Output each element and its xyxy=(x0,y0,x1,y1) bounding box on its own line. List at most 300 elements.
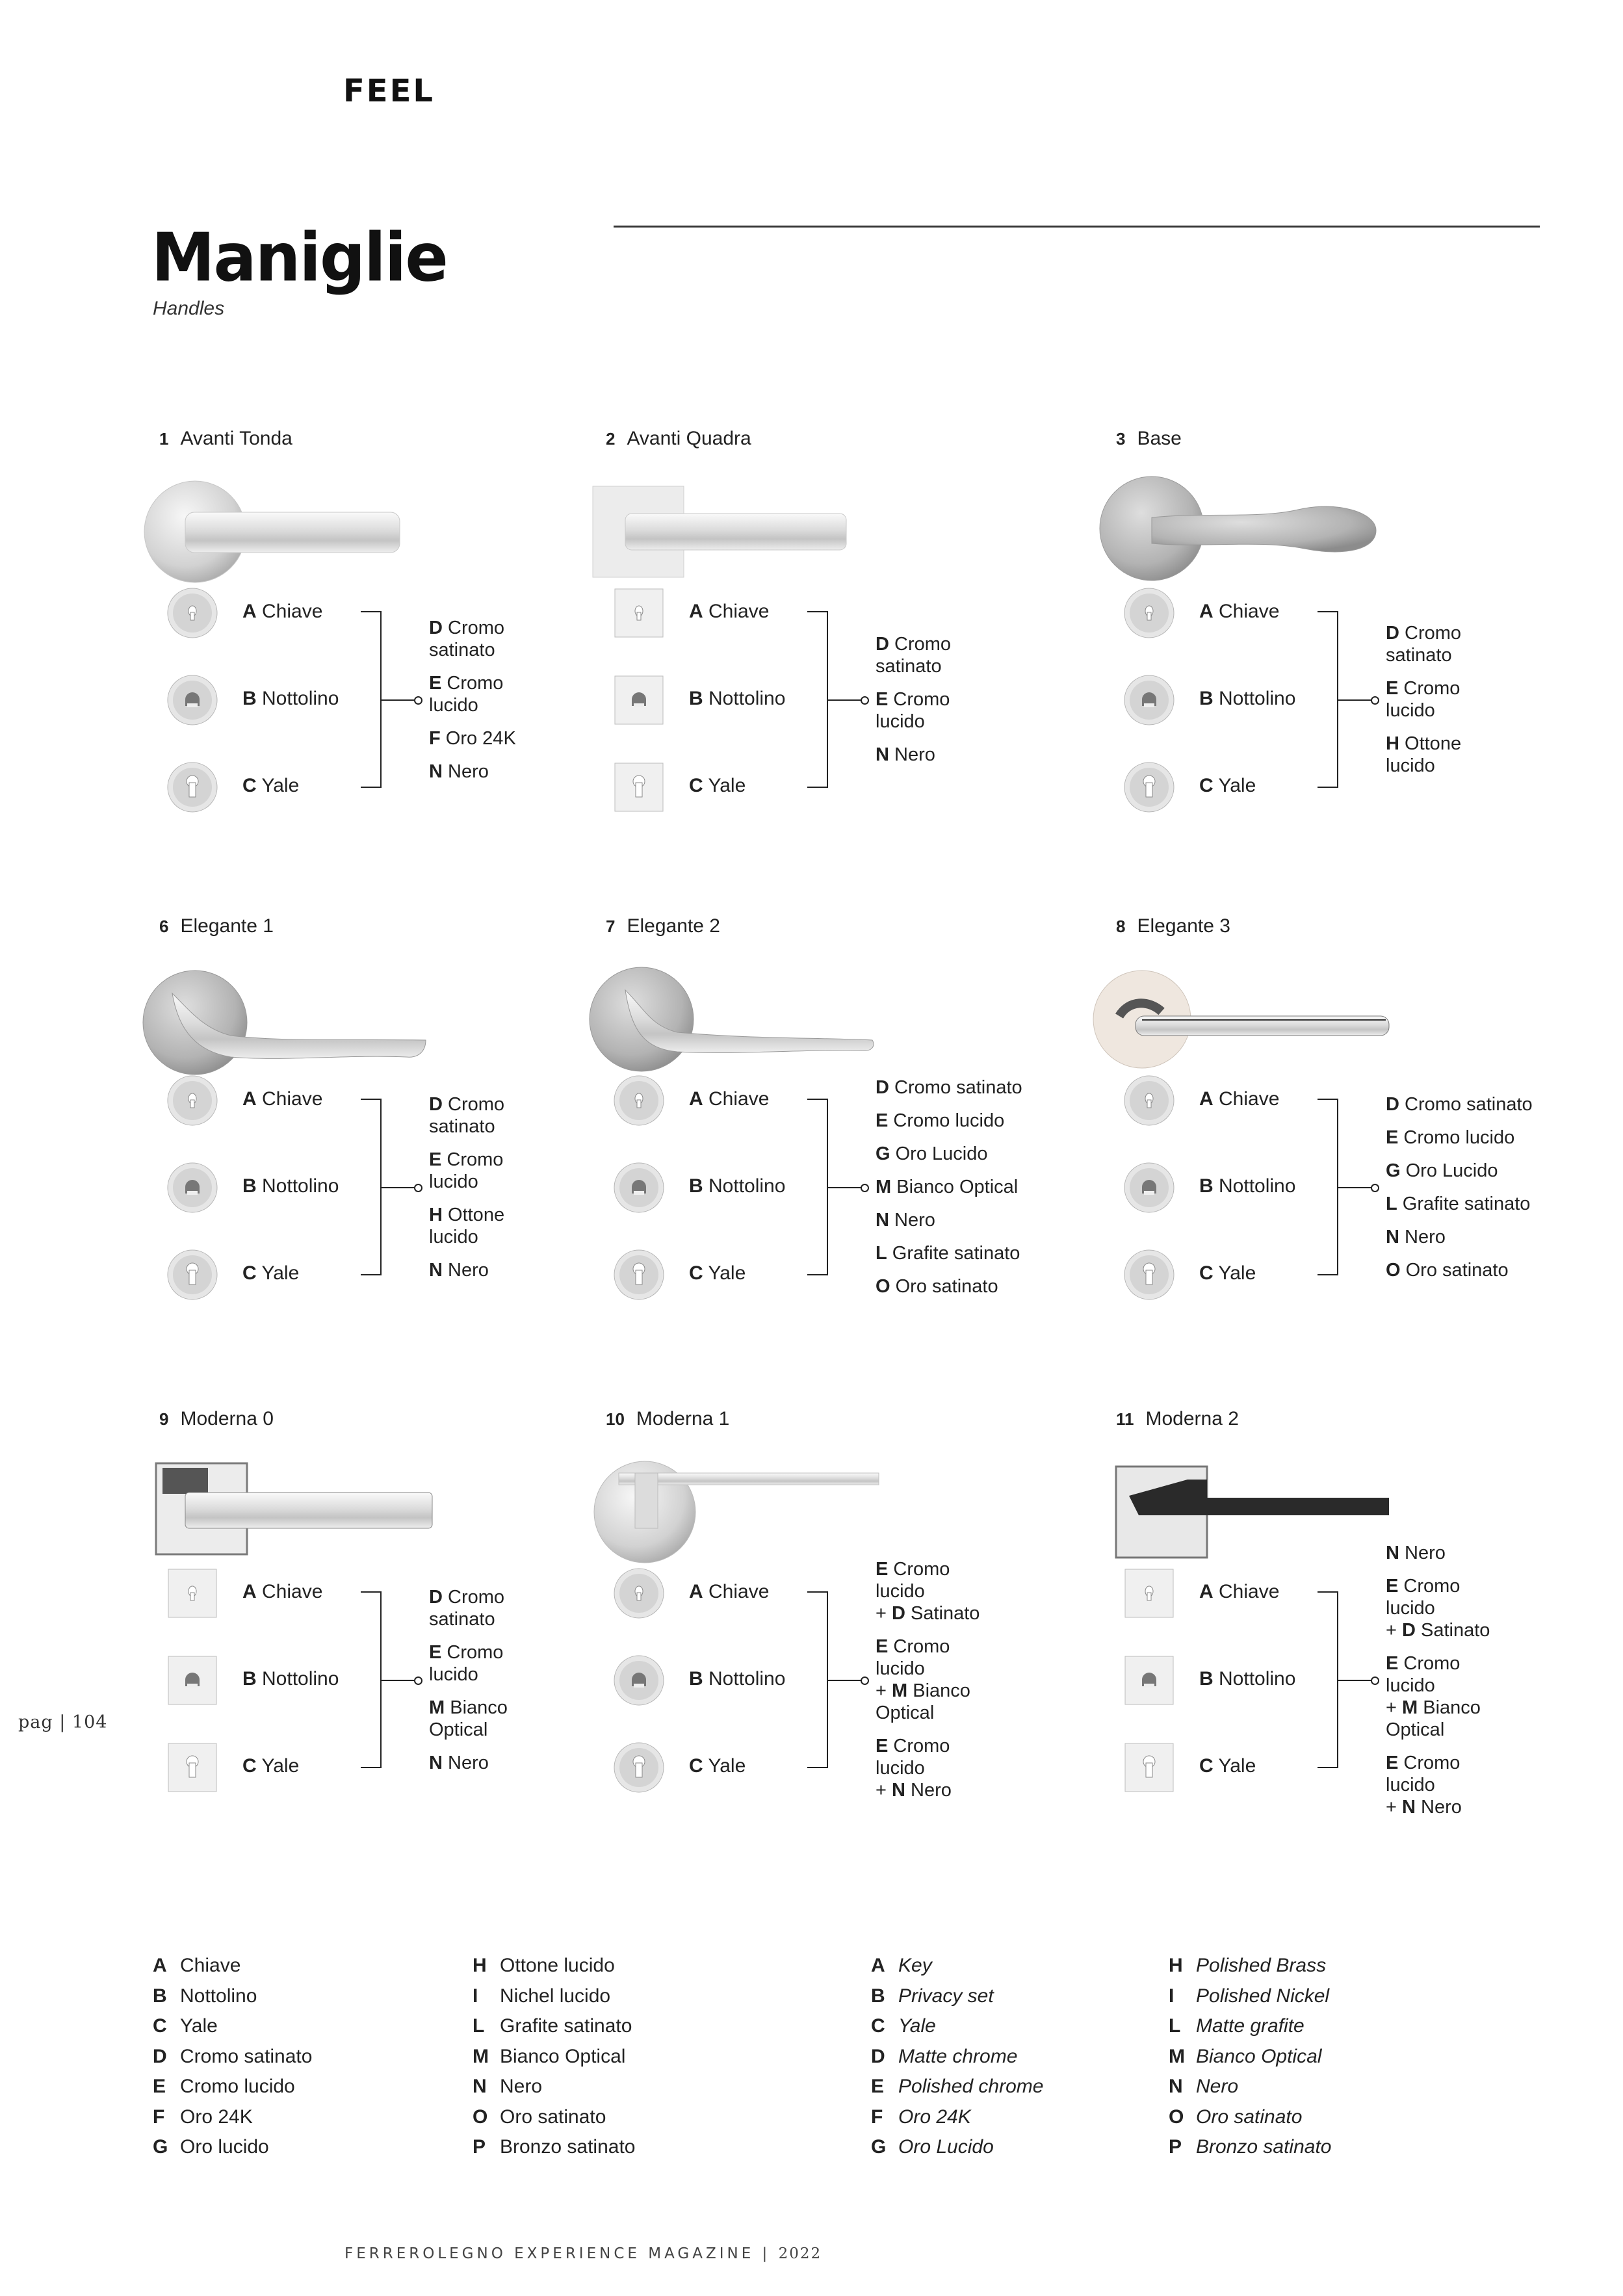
handle-image xyxy=(580,1447,892,1577)
variant-label xyxy=(1199,601,1279,623)
product-number: 6 xyxy=(159,917,169,936)
product-name: Moderna 2 xyxy=(1145,1408,1239,1429)
legend-row xyxy=(473,2042,635,2072)
legend-en-col-2 xyxy=(1169,1951,1331,2163)
finish-text: Bianco Optical xyxy=(896,1177,1019,1197)
rose-a-icon xyxy=(612,1567,666,1620)
legend-row xyxy=(871,1981,1043,2012)
finish-key: N xyxy=(429,761,443,782)
finish-item xyxy=(429,1093,504,1138)
legend-value: Grafite satinato xyxy=(500,2015,632,2037)
finish-text: Cromo lucido xyxy=(876,689,950,732)
finish-text: Oro Lucido xyxy=(895,1143,988,1164)
bracket-connector xyxy=(827,699,863,701)
variant-key: A xyxy=(242,601,257,622)
legend-row xyxy=(153,2042,312,2072)
product-title xyxy=(606,1408,729,1430)
legend-value: Polished chrome xyxy=(898,2076,1044,2097)
variant-text: Nottolino xyxy=(262,1668,339,1689)
product-number: 11 xyxy=(1116,1409,1134,1429)
bracket-connector xyxy=(380,699,416,701)
finish-item xyxy=(876,744,951,766)
product-name: Elegante 1 xyxy=(180,915,274,937)
legend-key: N xyxy=(473,2076,487,2097)
variant-text: Nottolino xyxy=(1219,1668,1296,1689)
finish-key: F xyxy=(429,727,441,749)
handle-image xyxy=(133,954,445,1084)
legend-key: I xyxy=(1169,1985,1175,2007)
bracket-connector xyxy=(827,1187,863,1188)
variant-text: Nottolino xyxy=(262,1175,339,1197)
finish-key: E xyxy=(876,1110,889,1131)
finish-item xyxy=(1386,1160,1533,1182)
variant-label xyxy=(242,1175,339,1197)
legend-key: E xyxy=(871,2076,885,2097)
finish-item xyxy=(429,617,516,661)
legend-key: C xyxy=(871,2015,885,2037)
product-name: Base xyxy=(1137,428,1182,449)
rose-c-icon xyxy=(166,1741,219,1794)
finish-item xyxy=(876,1275,1022,1298)
product-title xyxy=(1116,915,1230,937)
finish-text: Cromo lucido xyxy=(429,672,504,716)
legend-value: Nichel lucido xyxy=(500,1985,611,2007)
variant-bracket xyxy=(807,1591,828,1768)
legend-it-col-1 xyxy=(153,1951,312,2163)
rose-b-icon xyxy=(166,673,219,727)
finish-text: Cromo satinato xyxy=(894,1077,1022,1098)
legend-value: Privacy set xyxy=(898,1985,994,2007)
variant-label xyxy=(242,1088,322,1110)
product-title xyxy=(159,915,274,937)
finish-key: N xyxy=(429,1259,443,1281)
legend-value: Matte grafite xyxy=(1196,2015,1305,2037)
legend-row xyxy=(1169,1951,1331,1981)
product-title xyxy=(159,428,292,450)
rose-a-icon xyxy=(1123,1074,1176,1127)
product-name: Elegante 2 xyxy=(627,915,720,937)
finish-text: Oro Lucido xyxy=(1405,1160,1498,1181)
legend-row xyxy=(1169,2042,1331,2072)
rose-a-icon xyxy=(612,586,666,640)
legend-row xyxy=(871,2132,1043,2163)
variant-key: C xyxy=(242,1262,257,1284)
legend-row xyxy=(473,2132,635,2163)
legend-value: Polished Brass xyxy=(1196,1955,1327,1976)
finish-item xyxy=(876,1242,1022,1264)
variant-bracket xyxy=(361,611,382,788)
legend-row xyxy=(1169,2011,1331,2042)
variant-key: B xyxy=(689,1175,703,1197)
finish-item xyxy=(876,1176,1022,1198)
finish-text: Cromo satinato xyxy=(1405,1093,1533,1115)
finish-item xyxy=(1386,1226,1533,1248)
finish-item xyxy=(429,1259,504,1281)
finish-item xyxy=(429,761,516,783)
legend-row xyxy=(153,1981,312,2012)
product-name: Moderna 1 xyxy=(636,1408,730,1429)
legend-key: D xyxy=(871,2045,885,2067)
finish-item xyxy=(1386,622,1461,666)
variant-key: C xyxy=(1199,1262,1214,1284)
legend-row xyxy=(153,1951,312,1981)
legend-key: L xyxy=(1169,2015,1181,2037)
variant-key: B xyxy=(1199,688,1214,709)
finish-key: N xyxy=(876,744,889,765)
finish-item xyxy=(429,1697,508,1741)
legend-key: D xyxy=(153,2045,167,2067)
handle-image xyxy=(133,467,445,597)
bracket-dot xyxy=(861,696,869,705)
legend-value: Ottone lucido xyxy=(500,1955,615,1976)
bracket-dot xyxy=(414,1184,422,1192)
variant-label xyxy=(1199,1262,1256,1285)
bracket-dot xyxy=(414,696,422,705)
finish-item: N Nero xyxy=(1386,1542,1446,1563)
product-11 xyxy=(1116,1408,1571,1824)
variant-key: A xyxy=(242,1088,257,1110)
rose-a-icon xyxy=(166,1074,219,1127)
variant-key: C xyxy=(1199,775,1214,796)
variant-bracket xyxy=(1318,1099,1338,1275)
legend-key: A xyxy=(871,1955,885,1976)
variant-label xyxy=(1199,1755,1256,1777)
variant-label xyxy=(242,601,322,623)
legend-row xyxy=(473,2011,635,2042)
variant-text: Yale xyxy=(1218,1262,1256,1284)
legend-value: Yale xyxy=(898,2015,936,2037)
variant-label xyxy=(1199,775,1256,797)
finish-list xyxy=(876,1558,980,1812)
finish-item: E Cromo lucido + D Satinato xyxy=(876,1559,980,1624)
handle-image xyxy=(1090,467,1402,597)
legend-value: Oro 24K xyxy=(898,2106,971,2128)
legend-value: Oro Lucido xyxy=(898,2136,994,2158)
variant-text: Nottolino xyxy=(262,688,339,709)
variant-bracket xyxy=(361,1591,382,1768)
variant-key: A xyxy=(689,1088,703,1110)
variant-label xyxy=(242,688,339,710)
variant-text: Nottolino xyxy=(708,688,786,709)
product-title xyxy=(1116,1408,1239,1430)
product-number: 1 xyxy=(159,429,169,449)
variant-key: C xyxy=(689,1262,703,1284)
bracket-connector xyxy=(1337,1187,1373,1188)
finish-key: E xyxy=(429,672,442,694)
rose-b-icon xyxy=(1123,1654,1176,1707)
finish-item xyxy=(429,1586,508,1630)
product-number: 9 xyxy=(159,1409,169,1429)
rose-c-icon xyxy=(1123,1741,1176,1794)
product-number: 7 xyxy=(606,917,616,936)
finish-item xyxy=(876,1110,1022,1132)
finish-key: D xyxy=(429,1586,443,1608)
legend-row xyxy=(153,2072,312,2102)
legend-value: Nero xyxy=(500,2076,543,2097)
variant-text: Yale xyxy=(708,1262,746,1284)
variant-key: A xyxy=(689,1581,703,1602)
variant-key: B xyxy=(242,688,257,709)
product-number: 8 xyxy=(1116,917,1126,936)
variant-label xyxy=(242,775,299,797)
finish-text: Cromo lucido xyxy=(429,1149,504,1192)
finish-key: E xyxy=(1386,1127,1399,1148)
finish-key: D xyxy=(876,1077,889,1098)
legend-row xyxy=(1169,1981,1331,2012)
variant-label xyxy=(1199,688,1295,710)
finish-list xyxy=(1386,1542,1490,1829)
variant-key: B xyxy=(1199,1175,1214,1197)
variant-label xyxy=(689,1088,769,1110)
variant-bracket xyxy=(807,1099,828,1275)
legend-key: P xyxy=(473,2136,486,2158)
finish-text: Cromo satinato xyxy=(876,634,952,677)
legend-value: Nottolino xyxy=(180,1985,257,2007)
variant-label xyxy=(242,1581,322,1603)
legend-key: B xyxy=(153,1985,167,2007)
bracket-connector xyxy=(380,1187,416,1188)
product-number: 10 xyxy=(606,1409,625,1429)
product-9 xyxy=(159,1408,614,1824)
variant-text: Chiave xyxy=(262,1581,323,1602)
legend-en-col-1 xyxy=(871,1951,1043,2163)
legend-key: P xyxy=(1169,2136,1182,2158)
variant-text: Yale xyxy=(261,1755,300,1777)
variant-bracket xyxy=(361,1099,382,1275)
finish-key: O xyxy=(876,1276,890,1297)
variant-text: Chiave xyxy=(262,601,323,622)
product-name: Avanti Quadra xyxy=(627,428,751,449)
bracket-dot xyxy=(414,1676,422,1685)
rose-a-icon xyxy=(612,1074,666,1127)
footer-text: FERREROLEGNO EXPERIENCE MAGAZINE xyxy=(344,2245,755,2262)
finish-item xyxy=(429,1149,504,1193)
variant-key: A xyxy=(1199,1581,1214,1602)
variant-label xyxy=(689,775,746,797)
legend-key: M xyxy=(1169,2045,1185,2067)
legend-row xyxy=(871,2042,1043,2072)
variant-key: A xyxy=(689,601,703,622)
variant-label xyxy=(1199,1088,1279,1110)
variant-label xyxy=(689,1581,769,1603)
variant-text: Chiave xyxy=(262,1088,323,1110)
bracket-connector xyxy=(380,1680,416,1681)
variant-text: Yale xyxy=(261,1262,300,1284)
finish-text: Grafite satinato xyxy=(892,1243,1020,1264)
finish-key: L xyxy=(876,1243,887,1264)
variant-label xyxy=(689,1668,785,1690)
product-8 xyxy=(1116,915,1571,1331)
finish-key: N xyxy=(1386,1226,1399,1247)
variant-key: C xyxy=(242,1755,257,1777)
finish-item xyxy=(429,1641,508,1686)
rose-c-icon xyxy=(612,1248,666,1301)
finish-text: Ottone lucido xyxy=(429,1204,505,1247)
variant-key: B xyxy=(1199,1668,1214,1689)
finish-item xyxy=(876,1143,1022,1165)
variant-key: A xyxy=(1199,601,1214,622)
finish-key: D xyxy=(1386,623,1399,644)
variant-key: A xyxy=(242,1581,257,1602)
variant-text: Chiave xyxy=(1219,1088,1280,1110)
legend-value: Oro 24K xyxy=(180,2106,253,2128)
variant-label xyxy=(1199,1581,1279,1603)
legend-key: G xyxy=(871,2136,887,2158)
finish-text: Ottone lucido xyxy=(1386,733,1462,776)
legend-key: B xyxy=(871,1985,885,2007)
legend-key: I xyxy=(473,1985,478,2007)
handle-image xyxy=(1090,954,1402,1084)
legend-value: Bianco Optical xyxy=(500,2045,626,2067)
variant-label xyxy=(242,1668,339,1690)
legend-key: N xyxy=(1169,2076,1183,2097)
finish-item xyxy=(1386,677,1461,722)
legend-row xyxy=(1169,2102,1331,2133)
rose-b-icon xyxy=(612,1654,666,1707)
header-rule xyxy=(614,226,1540,228)
product-title xyxy=(1116,428,1182,450)
legend-row xyxy=(1169,2132,1331,2163)
variant-label xyxy=(1199,1668,1295,1690)
product-title xyxy=(159,1408,274,1430)
finish-item xyxy=(876,688,951,733)
variant-label xyxy=(689,688,785,710)
product-number: 2 xyxy=(606,429,616,449)
page-title: Maniglie xyxy=(151,219,447,297)
handle-image xyxy=(580,954,892,1084)
finish-text: Oro 24K xyxy=(445,727,516,749)
legend-value: Nero xyxy=(1196,2076,1239,2097)
legend-row xyxy=(871,2102,1043,2133)
finish-item xyxy=(429,672,516,716)
footer: FERREROLEGNO EXPERIENCE MAGAZINE | 2022 xyxy=(344,2245,822,2262)
product-number: 3 xyxy=(1116,429,1126,449)
variant-text: Nottolino xyxy=(1219,688,1296,709)
finish-key: H xyxy=(1386,733,1399,754)
rose-a-icon xyxy=(1123,1567,1176,1620)
page-subtitle: Handles xyxy=(153,298,225,319)
page-number: pag | 104 xyxy=(18,1712,108,1732)
legend-value: Bronzo satinato xyxy=(1196,2136,1332,2158)
rose-a-icon xyxy=(1123,586,1176,640)
finish-key: D xyxy=(876,634,889,655)
variant-text: Chiave xyxy=(708,601,770,622)
finish-text: Nero xyxy=(448,761,489,782)
finish-text: Nero xyxy=(894,744,935,765)
finish-list xyxy=(1386,622,1461,788)
variant-bracket xyxy=(1318,1591,1338,1768)
legend-row xyxy=(473,2072,635,2102)
rose-b-icon xyxy=(1123,673,1176,727)
legend-value: Matte chrome xyxy=(898,2045,1018,2067)
legend-value: Bronzo satinato xyxy=(500,2136,636,2158)
legend-row xyxy=(153,2102,312,2133)
rose-a-icon xyxy=(166,1567,219,1620)
variant-bracket xyxy=(807,611,828,788)
finish-text: Cromo lucido xyxy=(893,1110,1005,1131)
rose-b-icon xyxy=(612,1161,666,1214)
finish-key: N xyxy=(429,1752,443,1773)
legend-value: Chiave xyxy=(180,1955,241,1976)
finish-key: D xyxy=(429,617,443,638)
finish-key: D xyxy=(1386,1093,1399,1115)
legend-key: E xyxy=(153,2076,166,2097)
finish-text: Cromo satinato xyxy=(429,1586,505,1630)
variant-text: Nottolino xyxy=(708,1175,786,1197)
legend-row xyxy=(473,2102,635,2133)
variant-key: C xyxy=(242,775,257,796)
handle-image xyxy=(133,1447,445,1577)
product-6 xyxy=(159,915,614,1331)
variant-text: Yale xyxy=(708,775,746,796)
finish-key: L xyxy=(1386,1193,1397,1214)
rose-c-icon xyxy=(1123,1248,1176,1301)
finish-text: Cromo satinato xyxy=(429,617,505,660)
bracket-dot xyxy=(861,1184,869,1192)
finish-list xyxy=(429,617,516,794)
product-2 xyxy=(606,428,1061,844)
variant-key: C xyxy=(689,1755,703,1777)
bracket-connector xyxy=(827,1680,863,1681)
finish-item xyxy=(1386,1193,1533,1215)
finish-key: G xyxy=(1386,1160,1401,1181)
legend-value: Oro satinato xyxy=(500,2106,606,2128)
finish-text: Cromo satinato xyxy=(1386,623,1462,666)
legend-key: H xyxy=(1169,1955,1183,1976)
finish-text: Cromo lucido xyxy=(429,1641,504,1685)
legend-value: Oro lucido xyxy=(180,2136,269,2158)
variant-label xyxy=(689,1175,785,1197)
finish-key: E xyxy=(429,1641,442,1663)
variant-key: B xyxy=(242,1668,257,1689)
finish-text: Cromo satinato xyxy=(429,1093,505,1137)
finish-list xyxy=(1386,1093,1533,1292)
finish-text: Nero xyxy=(894,1210,935,1231)
finish-item: E Cromo lucido + M Bianco Optical xyxy=(1386,1652,1481,1740)
finish-key: M xyxy=(876,1177,892,1197)
legend-row xyxy=(1169,2072,1331,2102)
legend-key: A xyxy=(153,1955,167,1976)
finish-text: Cromo lucido xyxy=(1403,1127,1515,1148)
variant-label xyxy=(242,1755,299,1777)
finish-list xyxy=(429,1586,508,1785)
legend-row xyxy=(871,2072,1043,2102)
bracket-connector xyxy=(1337,1680,1373,1681)
product-name: Moderna 0 xyxy=(180,1408,274,1429)
finish-list xyxy=(876,633,951,777)
finish-item: E Cromo lucido + N Nero xyxy=(876,1736,952,1801)
finish-key: O xyxy=(1386,1259,1401,1281)
bracket-dot xyxy=(1371,1184,1379,1192)
finish-item xyxy=(1386,1127,1533,1149)
variant-text: Chiave xyxy=(708,1088,770,1110)
variant-label xyxy=(689,1262,746,1285)
finish-text: Nero xyxy=(448,1752,489,1773)
variant-text: Nottolino xyxy=(1219,1175,1296,1197)
variant-text: Chiave xyxy=(1219,601,1280,622)
variant-label xyxy=(689,1755,746,1777)
legend-value: Cromo lucido xyxy=(180,2076,295,2097)
legend-key: C xyxy=(153,2015,167,2037)
finish-key: H xyxy=(429,1204,443,1225)
variant-bracket xyxy=(1318,611,1338,788)
finish-item xyxy=(1386,733,1461,777)
finish-item: E Cromo lucido + N Nero xyxy=(1386,1752,1462,1818)
rose-c-icon xyxy=(1123,761,1176,814)
finish-item xyxy=(429,727,516,750)
bracket-connector xyxy=(1337,699,1373,701)
finish-item xyxy=(876,633,951,677)
